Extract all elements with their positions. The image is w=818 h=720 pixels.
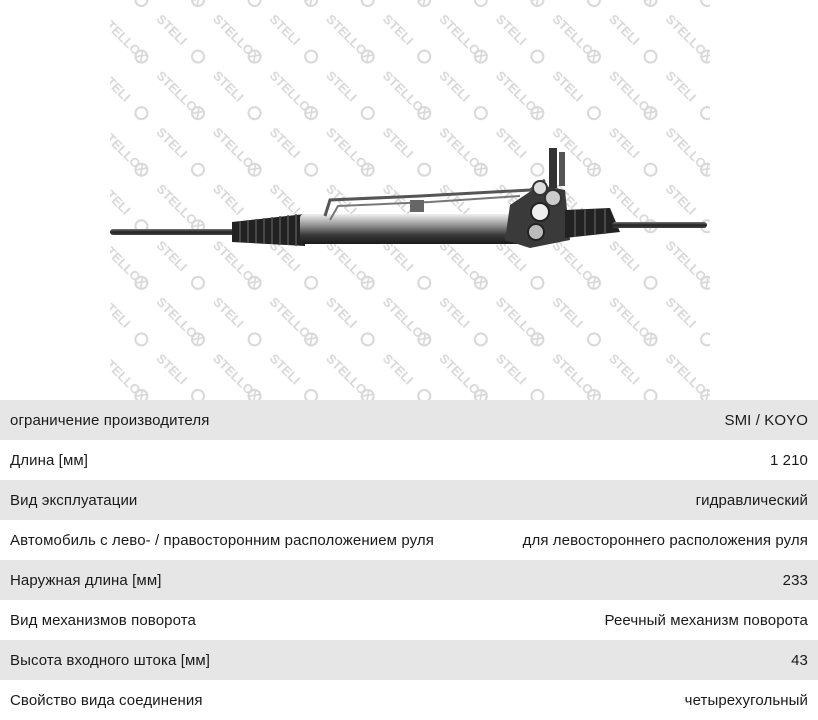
specs-table bbox=[0, 400, 818, 720]
spec-label: Автомобиль с лево- / правосторонним расположением руля bbox=[10, 531, 434, 549]
spec-value: гидравлический bbox=[695, 491, 808, 509]
spec-label: Свойство вида соединения bbox=[10, 691, 203, 709]
spec-value: четырехугольный bbox=[684, 691, 808, 709]
spec-row-steering-mechanism bbox=[0, 600, 818, 640]
spec-row-operation-type bbox=[0, 480, 818, 520]
spec-row-input-shaft-height bbox=[0, 640, 818, 680]
spec-label: ограничение производителя bbox=[10, 411, 210, 429]
spec-label: Наружная длина [мм] bbox=[10, 571, 162, 589]
spec-row-manufacturer-restriction bbox=[0, 400, 818, 440]
spec-row-connection-type bbox=[0, 680, 818, 720]
spec-label: Длина [мм] bbox=[10, 451, 89, 469]
spec-value: 233 bbox=[782, 571, 808, 589]
spec-value: для левостороннего расположения руля bbox=[522, 531, 808, 549]
spec-value: 43 bbox=[791, 651, 808, 669]
spec-row-length bbox=[0, 440, 818, 480]
spec-value: 1 210 bbox=[769, 451, 808, 469]
spec-label: Высота входного штока [мм] bbox=[10, 651, 211, 669]
spec-row-outer-length bbox=[0, 560, 818, 600]
spec-value: Реечный механизм поворота bbox=[604, 611, 808, 629]
spec-row-steering-side bbox=[0, 520, 818, 560]
spec-label: Вид эксплуатации bbox=[10, 491, 138, 509]
spec-value: SMI / KOYO bbox=[724, 411, 808, 429]
spec-label: Вид механизмов поворота bbox=[10, 611, 196, 629]
